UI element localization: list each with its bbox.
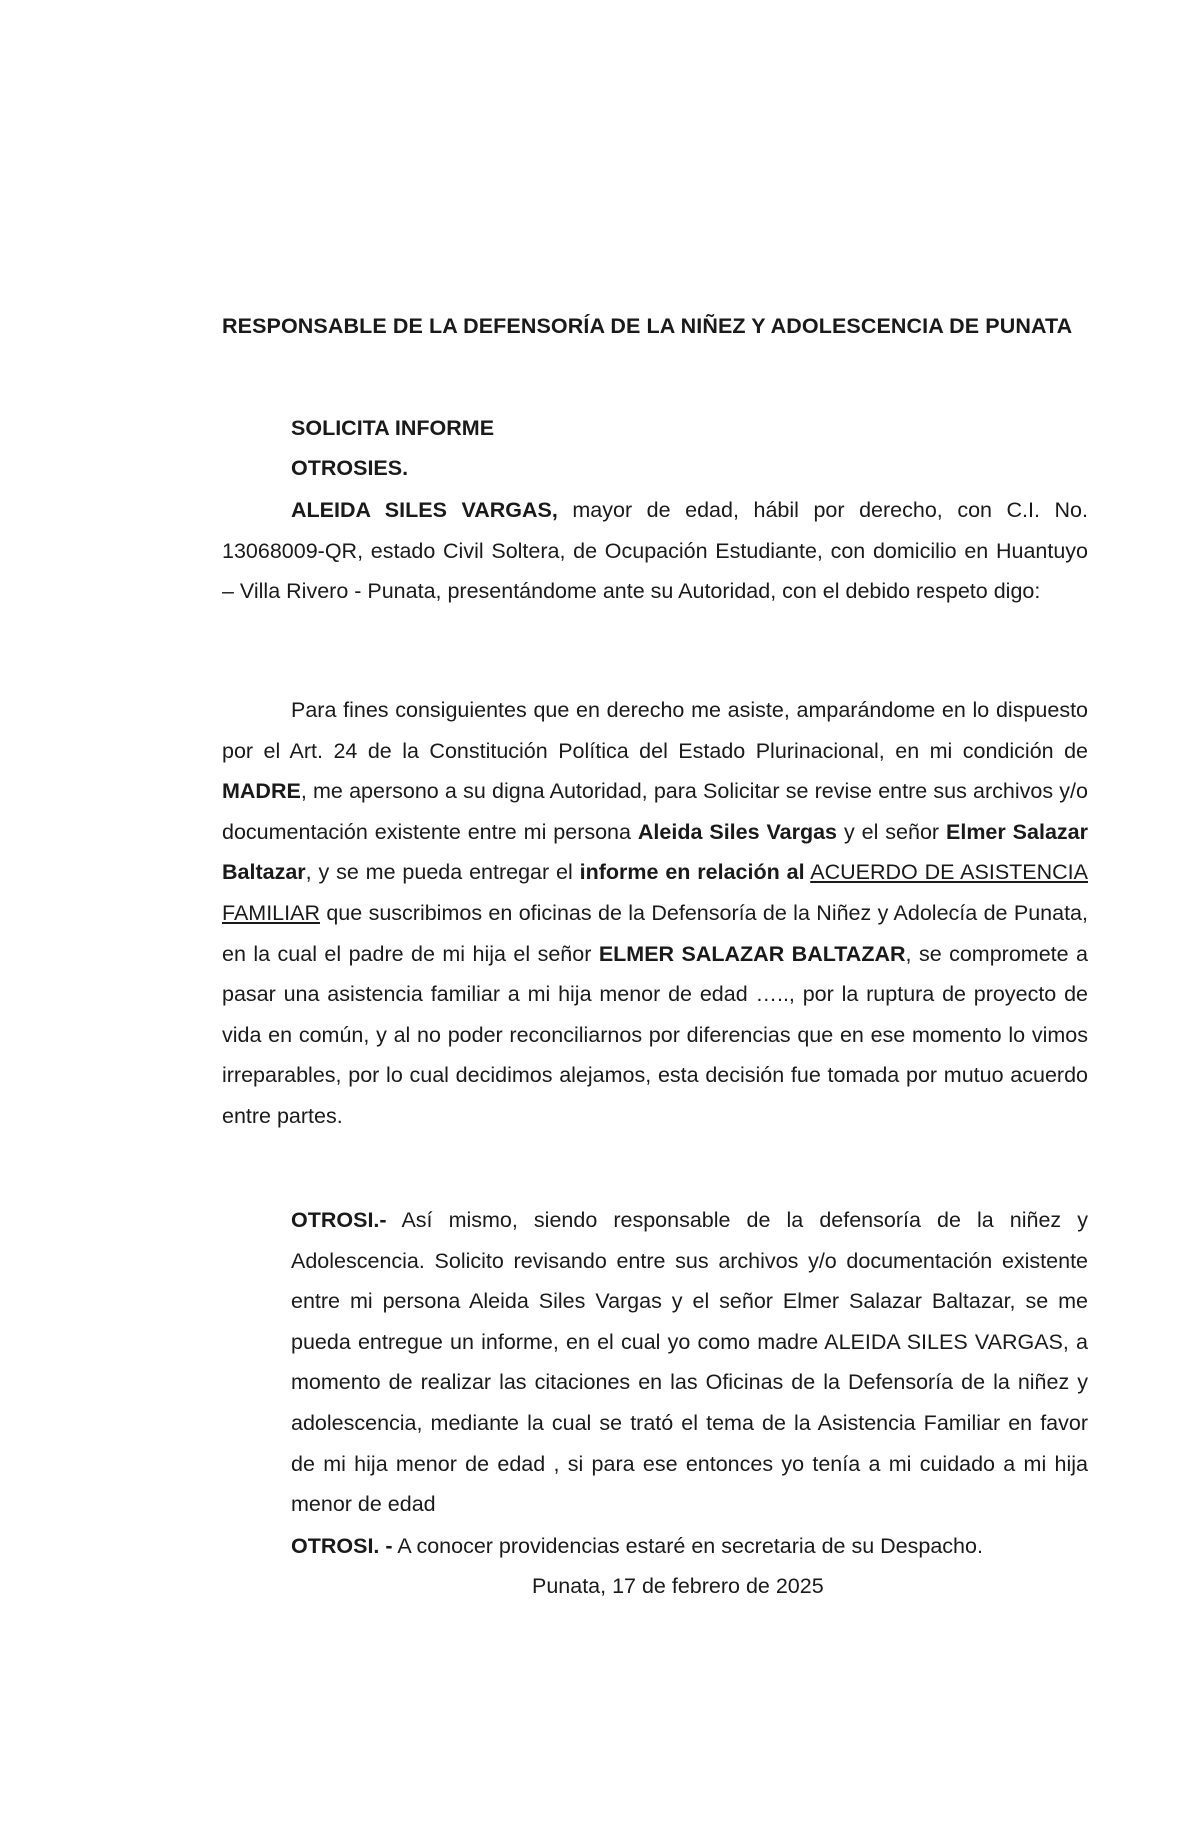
place-date: Punata, 17 de febrero de 2025 bbox=[532, 1574, 824, 1598]
intro-paragraph bbox=[222, 490, 1088, 612]
otrosi-text-1: Así mismo, siendo responsable de la defensoría de la niñez y Adolescencia. Solicito revisando entre sus archivos y/o documentación existente entre mi persona Aleida Siles Vargas y el señor Elmer Salazar Baltazar, se me pueda entregue un informe, en el cual yo como madre ALEIDA SILES VARGAS, a momento de realizar las citaciones en las Oficinas de la Defensoría de la niñez y adolescencia, mediante la cual se trató el tema de la Asistencia Familiar en favor de mi hija menor de edad , si para ese entonces yo tenía a mi cuidado a mi hija menor de edad bbox=[291, 1208, 1088, 1517]
otrosi-paragraph-2 bbox=[291, 1526, 983, 1566]
otrosi-paragraph-1 bbox=[291, 1200, 1088, 1525]
body-text-2: , me apersono a su digna Autoridad, para Solicitar se revise entre sus archivos y/o documentación existente entre mi persona bbox=[222, 779, 1088, 844]
otrosi-text-2: A conocer providencias estaré en secretaria de su Despacho. bbox=[392, 1534, 983, 1558]
summary-line-2: OTROSIES. bbox=[291, 456, 409, 480]
body-text-5: que suscribimos en oficinas de la Defensoría de la Niñez y Adolecía de Punata, en la cual el padre de mi hija el señor bbox=[222, 900, 1088, 966]
document-title: RESPONSABLE DE LA DEFENSORÍA DE LA NIÑEZ Y ADOLESCENCIA DE PUNATA bbox=[222, 314, 1073, 338]
body-text-6: , se compromete a pasar una asistencia familiar a mi hija menor de edad ….., por la ruptura de proyecto de vida en común, y al no poder reconciliarnos por diferencias que en ese momento lo vimos irreparables, por lo cual decidimos alejamos, esta decisión fue tomada por mutuo acuerdo entre partes. bbox=[222, 941, 1088, 1128]
otrosi-label-1: OTROSI.- bbox=[291, 1208, 387, 1232]
petitioner-name: ALEIDA SILES VARGAS, bbox=[291, 498, 558, 522]
body-text-3: y el señor bbox=[837, 819, 946, 844]
intro-text: mayor de edad, hábil por derecho, con C.I. No. 13068009-QR, estado Civil Soltera, de Ocupación Estudiante, con domicilio en Huantuyo – Villa Rivero - Punata, presentándome ante su Autoridad, con el debido respeto digo: bbox=[222, 498, 1088, 604]
body-name-elmer-caps: ELMER SALAZAR BALTAZAR bbox=[598, 941, 906, 966]
body-name-aleida: Aleida Siles Vargas bbox=[637, 819, 838, 844]
otrosi-label-2: OTROSI. - bbox=[291, 1534, 393, 1558]
body-informe: informe en relación al bbox=[579, 860, 805, 885]
body-text-4: , y se me pueda entregar el bbox=[305, 860, 580, 885]
body-paragraph bbox=[222, 690, 1088, 1137]
body-text-1: Para fines consiguientes que en derecho me asiste, amparándome en lo dispuesto por el Art. 24 de la Constitución Política del Estado Plurinacional, en mi condición de bbox=[222, 698, 1088, 763]
body-name-elmer: Elmer Salazar Baltazar bbox=[222, 819, 1088, 885]
body-acuerdo: ACUERDO DE ASISTENCIA FAMILIAR bbox=[222, 860, 1088, 925]
summary-line-1: SOLICITA INFORME bbox=[291, 416, 495, 440]
body-madre: MADRE bbox=[222, 779, 301, 804]
